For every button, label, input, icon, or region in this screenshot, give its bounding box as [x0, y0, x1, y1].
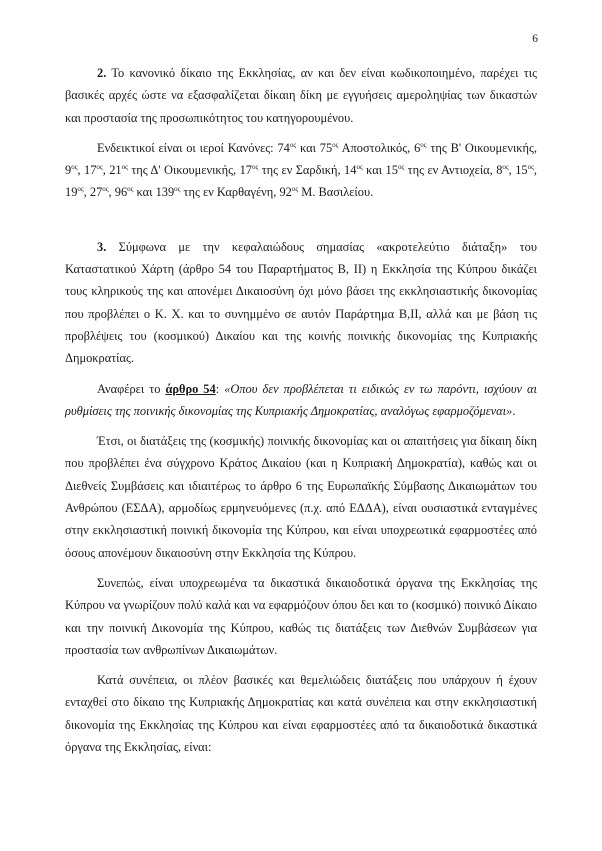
canon-number: 19 [65, 185, 78, 200]
canon-number: 14 [344, 163, 357, 178]
canon-source: Αποστολικός, [338, 140, 415, 155]
body-paragraph: Κατά συνέπεια, οι πλέον βασικές και θεμελιώδεις διατάξεις που υπάρχουν ή έχουν ενταχθεί στο δίκαιο της Κυπριακής Δημοκρατίας και κατά συνέπεια και στην εκκλησιαστική δικονομία της Εκκλησίας της Κύπρου και είναι εφαρμοστέες από τα δικαιοδοτικά δικαστικά όργανα της Εκκλησίας, είναι: [65, 673, 537, 755]
canon-number: 92 [279, 185, 292, 200]
canon-number: 6 [414, 140, 421, 155]
ordinal-sup: ος [96, 163, 103, 172]
ordinal-sup: ος [77, 185, 84, 194]
canon-source: της Δ' Οικουμενικής, [127, 163, 240, 178]
document-body [65, 62, 537, 766]
ordinal-sup: ος [332, 140, 339, 149]
ordinal-sup: ος [71, 163, 78, 172]
separator: , [83, 185, 90, 200]
canon-number: 15 [515, 163, 528, 178]
canons-paragraph [65, 137, 537, 204]
canon-number: 27 [89, 185, 103, 200]
ordinal-sup: ος [251, 163, 259, 172]
separator: . [512, 403, 516, 418]
ordinal-sup: ος [527, 163, 534, 172]
canon-source: της εν Σαρδική, [258, 163, 345, 178]
ordinal-sup: ος [102, 185, 109, 194]
conjunction: και [362, 163, 386, 178]
section-number: 2. [97, 66, 107, 80]
conjunction: και [296, 140, 320, 155]
ordinal-sup: ος [127, 185, 134, 194]
section-number: 3. [97, 239, 107, 254]
separator: , [508, 163, 516, 178]
separator: , [102, 163, 110, 178]
canon-number: 15 [385, 163, 398, 178]
ordinal-sup: ος [502, 163, 509, 172]
canon-number: 74 [277, 140, 290, 155]
canon-number: 139 [155, 185, 175, 200]
ordinal-sup: ος [121, 163, 128, 172]
ordinal-sup: ος [397, 163, 405, 172]
article-54-paragraph [65, 378, 537, 423]
canon-source: της εν Καρθαγένη, [180, 185, 280, 200]
ordinal-sup: ος [291, 185, 299, 194]
canon-number: 17 [84, 163, 97, 178]
paragraph-text: Το κανονικό δίκαιο της Εκκλησίας, αν και δεν είναι κωδικοποιημένο, παρέχει τις βασικές αρχές ώστε να εξασφαλίζεται δίκαιη δίκη με εγγυήσεις αμεροληψίας των δικαστών και προστασία της προσωπικότητος του κατηγορουμένου. [65, 66, 537, 125]
ordinal-sup: ος [174, 185, 181, 194]
canon-number: 9 [65, 163, 72, 178]
canon-number: 8 [496, 163, 503, 178]
body-paragraph: Έτσι, οι διατάξεις της (κοσμικής) ποινικής δικονομίας και οι απαιτήσεις για δίκαιη δίκη που προβλέπει ένα σύγχρονο Κράτος Δικαίου (και η Κυπριακή Δημοκρατία), καθώς και οι Διεθνείς Συμβάσεις και ιδιαιτέρως το άρθρο 6 της Ευρωπαϊκής Σύμβασης Δικαιωμάτων του Ανθρώπου (ΕΣΔΑ), αρμοδίως ερμηνευόμενες (π.χ. από ΕΔΔΑ), είναι ουσιαστικά ενταγμένες στην εκκλησιαστική ποινική δικονομία της Κύπρου, και είναι υποχρεωτικά εφαρμοστέες από όσους απονέμουν δικαιοσύνη στην Εκκλησία της Κύπρου. [65, 434, 537, 560]
article-reference: άρθρο 54 [165, 381, 216, 396]
canon-source: της εν Αντιοχεία, [404, 163, 497, 178]
canon-number: 96 [114, 185, 128, 200]
section-spacer [65, 212, 537, 236]
paragraph-text: Αναφέρει το [97, 381, 166, 396]
separator: : [215, 381, 225, 396]
separator: , [108, 185, 115, 200]
page-number: 6 [532, 33, 538, 45]
canons-intro: Ενδεικτικοί είναι οι ιεροί Κανόνες: [97, 140, 278, 155]
paragraph-text: Σύμφωνα με την κεφαλαιώδους σημασίας «ακροτελεύτιο διάταξη» του Καταστατικού Χάρτη (άρθρο 54 του Παραρτήματος Β, ΙΙ) η Εκκλησία της Κύπρου δικάζει τους κληρικούς της και απονέμει Δικαιοσύνη όχι μόνο βάσει της εκκλησιαστικής δικονομίας που προβλέπει ο Κ. Χ. και το συνημμένο σε αυτόν Παράρτημα Β,ΙΙ, αλλά και με βάση τις προβλέψεις του (κοσμικού) Δικαίου και της κοινής ποινικής δικονομίας της Κυπριακής Δημοκρατίας. [65, 239, 537, 366]
canon-number: 17 [239, 163, 252, 178]
ordinal-sup: ος [356, 163, 363, 172]
canon-source: της Β' Οικουμενικής, [426, 140, 538, 155]
separator: , [77, 163, 85, 178]
canon-number: 21 [109, 163, 122, 178]
separator: , [533, 163, 537, 178]
conjunction: και [133, 185, 156, 200]
canon-number: 75 [319, 140, 333, 155]
section-3-paragraph [65, 236, 537, 370]
ordinal-sup: ος [420, 140, 427, 149]
canon-source: Μ. Βασιλείου. [298, 185, 374, 200]
section-2-paragraph [65, 62, 537, 129]
article-quote: «Οπου δεν προβλέπεται τι ειδικώς εν τω παρόντι, ισχύουν αι ρυθμίσεις της ποινικής δικονομίας της Κυπριακής Δημοκρατίας, αναλόγως εφαρμοζόμεναι» [65, 381, 537, 418]
ordinal-sup: ος [289, 140, 297, 149]
body-paragraph: Συνεπώς, είναι υποχρεωμένα τα δικαστικά δικαιοδοτικά όργανα της Εκκλησίας της Κύπρου να γνωρίζουν πολύ καλά και να εφαρμόζουν όπου δει και το (κοσμικό) ποινικό Δίκαιο και την ποινική Δικονομία της Κύπρου, καθώς τις διατάξεις των Διεθνών Συμβάσεων για προστασία των ανθρωπίνων Δικαιωμάτων. [65, 575, 537, 657]
